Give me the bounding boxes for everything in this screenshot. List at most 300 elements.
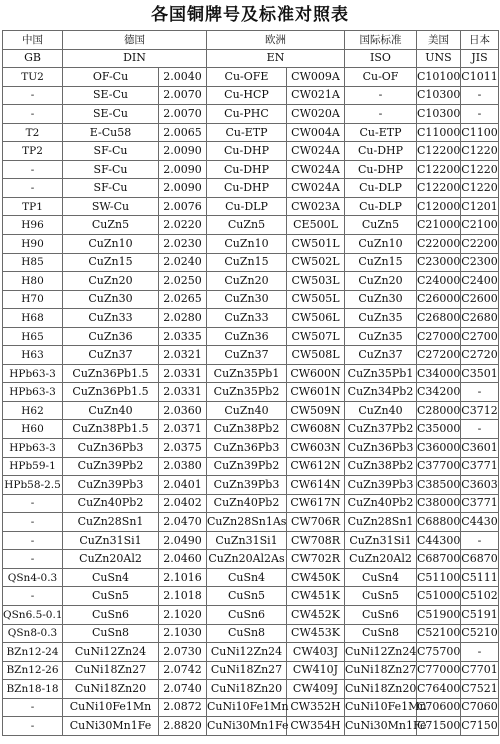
table-row xyxy=(3,717,499,736)
en-number-cell: CW004A xyxy=(287,123,345,142)
en-number-cell: CW410J xyxy=(287,661,345,680)
din-name-cell: CuNi18Zn20 xyxy=(63,680,159,699)
din-name-cell: CuZn39Pb2 xyxy=(63,457,159,476)
din-number-cell: 2.0331 xyxy=(159,383,207,402)
jis-number-cell: C7701 xyxy=(461,661,499,680)
en-name-cell: CuZn40Pb2 xyxy=(207,494,287,513)
en-name-cell: CuSn4 xyxy=(207,568,287,587)
din-number-cell: 2.0070 xyxy=(159,105,207,124)
din-name-cell: CuSn4 xyxy=(63,568,159,587)
uns-number-cell: C26800 xyxy=(417,309,461,328)
gb-grade-cell: H60 xyxy=(3,420,63,439)
jis-number-cell: C2200 xyxy=(461,235,499,254)
iso-name-cell: CuZn35 xyxy=(345,327,417,346)
gb-grade-cell: H62 xyxy=(3,401,63,420)
en-name-cell: CuNi30Mn1Fe xyxy=(207,717,287,736)
table-row xyxy=(3,346,499,365)
en-number-cell: CW608N xyxy=(287,420,345,439)
din-number-cell: 2.0331 xyxy=(159,364,207,383)
table-row xyxy=(3,309,499,328)
jis-number-cell: C7060 xyxy=(461,698,499,717)
gb-grade-cell: TP2 xyxy=(3,142,63,161)
iso-name-cell: CuZn38Pb2 xyxy=(345,457,417,476)
gb-grade-cell: H70 xyxy=(3,290,63,309)
uns-number-cell: C10300 xyxy=(417,105,461,124)
din-name-cell: OF-Cu xyxy=(63,68,159,87)
iso-name-cell: Cu-DHP xyxy=(345,142,417,161)
din-number-cell: 2.0375 xyxy=(159,439,207,458)
din-name-cell: SW-Cu xyxy=(63,197,159,216)
en-number-cell: CW507L xyxy=(287,327,345,346)
gb-grade-cell: - xyxy=(3,587,63,606)
din-number-cell: 2.0380 xyxy=(159,457,207,476)
gb-grade-cell: - xyxy=(3,698,63,717)
table-row xyxy=(3,420,499,439)
header-jis: JIS xyxy=(461,49,499,68)
uns-number-cell: C28000 xyxy=(417,401,461,420)
en-number-cell: CW409J xyxy=(287,680,345,699)
uns-number-cell: C51000 xyxy=(417,587,461,606)
din-name-cell: CuZn30 xyxy=(63,290,159,309)
gb-grade-cell: TP1 xyxy=(3,197,63,216)
din-number-cell: 2.0090 xyxy=(159,179,207,198)
gb-grade-cell: BZn12-24 xyxy=(3,643,63,662)
header-din: DIN xyxy=(63,49,207,68)
en-name-cell: CuZn40 xyxy=(207,401,287,420)
gb-grade-cell: BZn12-26 xyxy=(3,661,63,680)
jis-number-cell: C1201 xyxy=(461,197,499,216)
uns-number-cell: C12200 xyxy=(417,142,461,161)
din-number-cell: 2.0730 xyxy=(159,643,207,662)
table-row xyxy=(3,179,499,198)
din-name-cell: CuZn36 xyxy=(63,327,159,346)
din-number-cell: 2.0230 xyxy=(159,235,207,254)
din-number-cell: 2.1030 xyxy=(159,624,207,643)
en-number-cell: CW352H xyxy=(287,698,345,717)
gb-grade-cell: H96 xyxy=(3,216,63,235)
uns-number-cell: C68800 xyxy=(417,513,461,532)
gb-grade-cell: H90 xyxy=(3,235,63,254)
en-name-cell: CuZn36 xyxy=(207,327,287,346)
jis-number-cell: C7521 xyxy=(461,680,499,699)
uns-number-cell: C12200 xyxy=(417,179,461,198)
table-row xyxy=(3,531,499,550)
en-number-cell: CE500L xyxy=(287,216,345,235)
din-name-cell: CuZn15 xyxy=(63,253,159,272)
en-number-cell: CW502L xyxy=(287,253,345,272)
din-name-cell: CuZn5 xyxy=(63,216,159,235)
en-name-cell: Cu-DHP xyxy=(207,179,287,198)
gb-grade-cell: HPb59-1 xyxy=(3,457,63,476)
gb-grade-cell: - xyxy=(3,160,63,179)
en-name-cell: CuZn33 xyxy=(207,309,287,328)
uns-number-cell: C68700 xyxy=(417,550,461,569)
din-number-cell: 2.1016 xyxy=(159,568,207,587)
iso-name-cell: CuZn28Sn1 xyxy=(345,513,417,532)
jis-number-cell: C3601 xyxy=(461,439,499,458)
jis-number-cell: C2400 xyxy=(461,272,499,291)
en-name-cell: Cu-OFE xyxy=(207,68,287,87)
iso-name-cell: CuNi10Fe1Mn xyxy=(345,698,417,717)
uns-number-cell: C52100 xyxy=(417,624,461,643)
uns-number-cell: C10300 xyxy=(417,86,461,105)
en-number-cell: CW450K xyxy=(287,568,345,587)
din-number-cell: 2.0240 xyxy=(159,253,207,272)
din-name-cell: CuZn40 xyxy=(63,401,159,420)
din-number-cell: 2.0090 xyxy=(159,142,207,161)
en-name-cell: Cu-DHP xyxy=(207,142,287,161)
en-number-cell: CW354H xyxy=(287,717,345,736)
table-row xyxy=(3,216,499,235)
en-name-cell: Cu-DHP xyxy=(207,160,287,179)
en-number-cell: CW508L xyxy=(287,346,345,365)
iso-name-cell: - xyxy=(345,105,417,124)
copper-grade-table xyxy=(2,30,499,736)
en-number-cell: CW601N xyxy=(287,383,345,402)
en-name-cell: CuSn5 xyxy=(207,587,287,606)
iso-name-cell: CuNi18Zn20 xyxy=(345,680,417,699)
en-number-cell: CW509N xyxy=(287,401,345,420)
gb-grade-cell: TU2 xyxy=(3,68,63,87)
din-name-cell: CuNi12Zn24 xyxy=(63,643,159,662)
din-number-cell: 2.0335 xyxy=(159,327,207,346)
din-name-cell: SE-Cu xyxy=(63,86,159,105)
gb-grade-cell: - xyxy=(3,494,63,513)
table-row xyxy=(3,327,499,346)
jis-number-cell: C1220 xyxy=(461,160,499,179)
en-name-cell: CuSn6 xyxy=(207,605,287,624)
din-name-cell: CuZn20Al2 xyxy=(63,550,159,569)
uns-number-cell: C10100 xyxy=(417,68,461,87)
table-row xyxy=(3,476,499,495)
en-name-cell: CuZn39Pb2 xyxy=(207,457,287,476)
en-name-cell: CuZn20 xyxy=(207,272,287,291)
table-row xyxy=(3,123,499,142)
jis-number-cell: C2600 xyxy=(461,290,499,309)
gb-grade-cell: - xyxy=(3,105,63,124)
din-number-cell: 2.0265 xyxy=(159,290,207,309)
table-row xyxy=(3,290,499,309)
jis-number-cell: C6870 xyxy=(461,550,499,569)
gb-grade-cell: H68 xyxy=(3,309,63,328)
header-en: EN xyxy=(207,49,345,68)
gb-grade-cell: QSn8-0.3 xyxy=(3,624,63,643)
iso-name-cell: CuZn34Pb2 xyxy=(345,383,417,402)
iso-name-cell: CuZn35 xyxy=(345,309,417,328)
jis-number-cell: C5102 xyxy=(461,587,499,606)
gb-grade-cell: H80 xyxy=(3,272,63,291)
jis-number-cell: - xyxy=(461,86,499,105)
en-name-cell: Cu-ETP xyxy=(207,123,287,142)
standard-header-row xyxy=(3,49,499,68)
iso-name-cell: CuZn15 xyxy=(345,253,417,272)
gb-grade-cell: - xyxy=(3,531,63,550)
din-name-cell: CuZn36Pb1.5 xyxy=(63,364,159,383)
en-number-cell: CW614N xyxy=(287,476,345,495)
din-name-cell: CuZn28Sn1 xyxy=(63,513,159,532)
din-name-cell: CuZn31Si1 xyxy=(63,531,159,550)
table-row xyxy=(3,643,499,662)
gb-grade-cell: - xyxy=(3,513,63,532)
en-number-cell: CW451K xyxy=(287,587,345,606)
table-title: 各国铜牌号及标准对照表 xyxy=(151,5,349,25)
table-row xyxy=(3,86,499,105)
din-number-cell: 2.8820 xyxy=(159,717,207,736)
jis-number-cell: C5191 xyxy=(461,605,499,624)
din-name-cell: CuSn6 xyxy=(63,605,159,624)
uns-number-cell: C12200 xyxy=(417,160,461,179)
jis-number-cell: C4430 xyxy=(461,513,499,532)
en-name-cell: CuNi10Fe1Mn xyxy=(207,698,287,717)
din-number-cell: 2.0220 xyxy=(159,216,207,235)
uns-number-cell: C77000 xyxy=(417,661,461,680)
iso-name-cell: CuNi18Zn27 xyxy=(345,661,417,680)
en-name-cell: CuSn8 xyxy=(207,624,287,643)
iso-name-cell: CuZn20 xyxy=(345,272,417,291)
en-name-cell: Cu-DLP xyxy=(207,197,287,216)
jis-number-cell: C2680 xyxy=(461,309,499,328)
header-iso: ISO xyxy=(345,49,417,68)
en-name-cell: CuZn38Pb2 xyxy=(207,420,287,439)
iso-name-cell: CuSn6 xyxy=(345,605,417,624)
din-name-cell: CuZn38Pb1.5 xyxy=(63,420,159,439)
en-number-cell: CW020A xyxy=(287,105,345,124)
din-name-cell: CuZn39Pb3 xyxy=(63,476,159,495)
gb-grade-cell: T2 xyxy=(3,123,63,142)
jis-number-cell: C2720 xyxy=(461,346,499,365)
din-name-cell: CuZn10 xyxy=(63,235,159,254)
din-name-cell: CuNi10Fe1Mn xyxy=(63,698,159,717)
uns-number-cell: C38500 xyxy=(417,476,461,495)
uns-number-cell: C24000 xyxy=(417,272,461,291)
gb-grade-cell: - xyxy=(3,717,63,736)
din-number-cell: 2.0360 xyxy=(159,401,207,420)
jis-number-cell: - xyxy=(461,420,499,439)
iso-name-cell: CuZn40Pb2 xyxy=(345,494,417,513)
iso-name-cell: CuNi30Mn1Fe xyxy=(345,717,417,736)
en-name-cell: CuZn39Pb3 xyxy=(207,476,287,495)
din-number-cell: 2.0070 xyxy=(159,86,207,105)
en-number-cell: CW505L xyxy=(287,290,345,309)
en-number-cell: CW021A xyxy=(287,86,345,105)
iso-name-cell: Cu-DHP xyxy=(345,160,417,179)
table-row xyxy=(3,568,499,587)
table-row xyxy=(3,698,499,717)
din-name-cell: CuZn37 xyxy=(63,346,159,365)
en-number-cell: CW403J xyxy=(287,643,345,662)
country-header-row xyxy=(3,31,499,50)
en-number-cell: CW023A xyxy=(287,197,345,216)
jis-number-cell: C3712 xyxy=(461,401,499,420)
uns-number-cell: C35000 xyxy=(417,420,461,439)
table-row xyxy=(3,605,499,624)
din-number-cell: 2.0872 xyxy=(159,698,207,717)
en-number-cell: CW603N xyxy=(287,439,345,458)
iso-name-cell: Cu-DLP xyxy=(345,197,417,216)
uns-number-cell: C38000 xyxy=(417,494,461,513)
jis-number-cell: C3603 xyxy=(461,476,499,495)
din-number-cell: 2.0280 xyxy=(159,309,207,328)
din-number-cell: 2.0090 xyxy=(159,160,207,179)
jis-number-cell: - xyxy=(461,531,499,550)
din-name-cell: CuZn33 xyxy=(63,309,159,328)
uns-number-cell: C76400 xyxy=(417,680,461,699)
en-name-cell: CuZn5 xyxy=(207,216,287,235)
uns-number-cell: C22000 xyxy=(417,235,461,254)
en-number-cell: CW706R xyxy=(287,513,345,532)
din-number-cell: 2.0742 xyxy=(159,661,207,680)
en-name-cell: CuNi12Zn24 xyxy=(207,643,287,662)
gb-grade-cell: QSn4-0.3 xyxy=(3,568,63,587)
din-name-cell: CuNi30Mn1Fe xyxy=(63,717,159,736)
gb-grade-cell: - xyxy=(3,86,63,105)
en-name-cell: CuZn20Al2As xyxy=(207,550,287,569)
table-row xyxy=(3,253,499,272)
table-row xyxy=(3,661,499,680)
jis-number-cell: C5210 xyxy=(461,624,499,643)
en-number-cell: CW506L xyxy=(287,309,345,328)
en-name-cell: CuZn35Pb2 xyxy=(207,383,287,402)
gb-grade-cell: H65 xyxy=(3,327,63,346)
din-number-cell: 2.0490 xyxy=(159,531,207,550)
din-number-cell: 2.0402 xyxy=(159,494,207,513)
table-row xyxy=(3,235,499,254)
iso-name-cell: CuSn5 xyxy=(345,587,417,606)
gb-grade-cell: QSn6.5-0.1 xyxy=(3,605,63,624)
din-name-cell: CuZn40Pb2 xyxy=(63,494,159,513)
en-number-cell: CW708R xyxy=(287,531,345,550)
iso-name-cell: CuSn4 xyxy=(345,568,417,587)
uns-number-cell: C70600 xyxy=(417,698,461,717)
jis-number-cell: - xyxy=(461,383,499,402)
gb-grade-cell: HPb63-3 xyxy=(3,439,63,458)
din-number-cell: 2.0740 xyxy=(159,680,207,699)
din-name-cell: SE-Cu xyxy=(63,105,159,124)
din-name-cell: SF-Cu xyxy=(63,160,159,179)
jis-number-cell: C3771 xyxy=(461,457,499,476)
iso-name-cell: CuZn10 xyxy=(345,235,417,254)
din-name-cell: CuSn5 xyxy=(63,587,159,606)
table-row xyxy=(3,513,499,532)
gb-grade-cell: HPb63-3 xyxy=(3,383,63,402)
jis-number-cell: C3501 xyxy=(461,364,499,383)
iso-name-cell: CuZn5 xyxy=(345,216,417,235)
table-row xyxy=(3,364,499,383)
en-name-cell: CuZn35Pb1 xyxy=(207,364,287,383)
din-number-cell: 2.0065 xyxy=(159,123,207,142)
table-row xyxy=(3,142,499,161)
header-germany: 德国 xyxy=(63,31,207,50)
jis-number-cell: C1220 xyxy=(461,142,499,161)
en-name-cell: Cu-PHC xyxy=(207,105,287,124)
en-number-cell: CW612N xyxy=(287,457,345,476)
iso-name-cell: Cu-DLP xyxy=(345,179,417,198)
en-number-cell: CW501L xyxy=(287,235,345,254)
gb-grade-cell: - xyxy=(3,179,63,198)
uns-number-cell: C27200 xyxy=(417,346,461,365)
en-name-cell: Cu-HCP xyxy=(207,86,287,105)
jis-number-cell: C7150 xyxy=(461,717,499,736)
din-number-cell: 2.0321 xyxy=(159,346,207,365)
iso-name-cell: CuZn35Pb1 xyxy=(345,364,417,383)
header-gb: GB xyxy=(3,49,63,68)
en-number-cell: CW453K xyxy=(287,624,345,643)
table-row xyxy=(3,587,499,606)
iso-name-cell: Cu-OF xyxy=(345,68,417,87)
iso-name-cell: CuZn31Si1 xyxy=(345,531,417,550)
en-name-cell: CuZn30 xyxy=(207,290,287,309)
uns-number-cell: C51900 xyxy=(417,605,461,624)
en-number-cell: CW503L xyxy=(287,272,345,291)
iso-name-cell: CuSn8 xyxy=(345,624,417,643)
table-row xyxy=(3,624,499,643)
jis-number-cell: C5111 xyxy=(461,568,499,587)
header-uns: UNS xyxy=(417,49,461,68)
iso-name-cell: CuZn37Pb2 xyxy=(345,420,417,439)
jis-number-cell: C1220 xyxy=(461,179,499,198)
din-name-cell: SF-Cu xyxy=(63,179,159,198)
table-row xyxy=(3,550,499,569)
iso-name-cell: CuZn30 xyxy=(345,290,417,309)
en-number-cell: CW024A xyxy=(287,160,345,179)
iso-name-cell: CuZn40 xyxy=(345,401,417,420)
din-number-cell: 2.0250 xyxy=(159,272,207,291)
din-name-cell: CuNi18Zn27 xyxy=(63,661,159,680)
jis-number-cell: C1100 xyxy=(461,123,499,142)
en-name-cell: CuZn37 xyxy=(207,346,287,365)
gb-grade-cell: H63 xyxy=(3,346,63,365)
table-row xyxy=(3,272,499,291)
jis-number-cell: C3771 xyxy=(461,494,499,513)
din-name-cell: CuZn36Pb1.5 xyxy=(63,383,159,402)
header-international: 国际标准 xyxy=(345,31,417,50)
iso-name-cell: Cu-ETP xyxy=(345,123,417,142)
table-row xyxy=(3,401,499,420)
en-name-cell: CuZn10 xyxy=(207,235,287,254)
en-name-cell: CuZn28Sn1As xyxy=(207,513,287,532)
en-number-cell: CW024A xyxy=(287,179,345,198)
iso-name-cell: - xyxy=(345,86,417,105)
gb-grade-cell: - xyxy=(3,550,63,569)
header-europe: 欧洲 xyxy=(207,31,345,50)
jis-number-cell: C2100 xyxy=(461,216,499,235)
uns-number-cell: C71500 xyxy=(417,717,461,736)
uns-number-cell: C51100 xyxy=(417,568,461,587)
table-row xyxy=(3,457,499,476)
din-name-cell: CuZn36Pb3 xyxy=(63,439,159,458)
header-china: 中国 xyxy=(3,31,63,50)
en-name-cell: CuZn15 xyxy=(207,253,287,272)
din-number-cell: 2.0460 xyxy=(159,550,207,569)
din-number-cell: 2.0371 xyxy=(159,420,207,439)
din-name-cell: CuZn20 xyxy=(63,272,159,291)
uns-number-cell: C34000 xyxy=(417,364,461,383)
en-name-cell: CuZn36Pb3 xyxy=(207,439,287,458)
uns-number-cell: C23000 xyxy=(417,253,461,272)
jis-number-cell: - xyxy=(461,643,499,662)
din-number-cell: 2.0076 xyxy=(159,197,207,216)
din-name-cell: SF-Cu xyxy=(63,142,159,161)
gb-grade-cell: H85 xyxy=(3,253,63,272)
en-name-cell: CuZn31Si1 xyxy=(207,531,287,550)
uns-number-cell: C12000 xyxy=(417,197,461,216)
en-number-cell: CW617N xyxy=(287,494,345,513)
en-number-cell: CW702R xyxy=(287,550,345,569)
din-number-cell: 2.1020 xyxy=(159,605,207,624)
jis-number-cell: - xyxy=(461,105,499,124)
gb-grade-cell: HPb63-3 xyxy=(3,364,63,383)
header-usa: 美国 xyxy=(417,31,461,50)
